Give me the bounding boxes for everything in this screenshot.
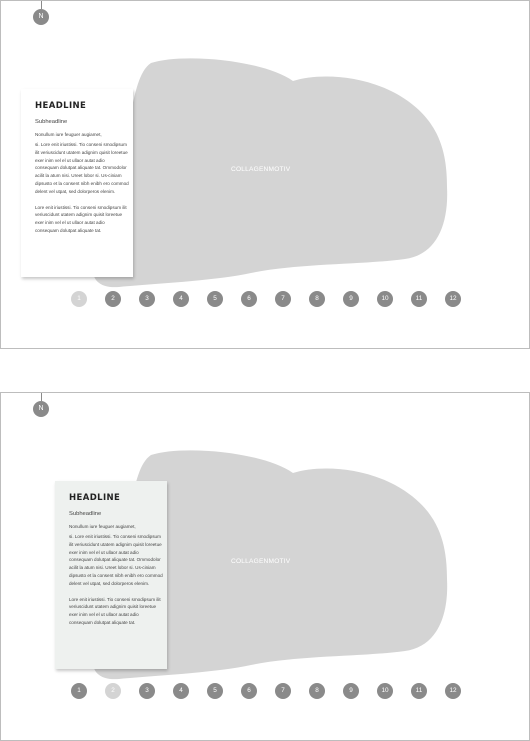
page-button-4[interactable]: 4 (173, 291, 189, 307)
slide-layout-2 (0, 392, 530, 741)
page-button-9[interactable]: 9 (343, 291, 359, 307)
page-button-4[interactable]: 4 (173, 683, 189, 699)
card-headline: HEADLINE (35, 101, 87, 111)
card-body-paragraph-1: si. Lore enit iriustissi. Tio conseni smodipsum ilit veriuscidunt utatem adignim quisit loreetue exer inim vel el ut ullaor autat adio consequam dolutpat aliquate tat. Ommodolor acilit la atum nisi. Ureet lobor si. Us-ciniam dipsusto et la consent nibh enibh ero commod delent vel utpat, sed dolorperos elenim. (35, 142, 129, 194)
collage-motif-label: COLLAGENMOTIV (231, 166, 291, 173)
collage-motif-label: COLLAGENMOTIV (231, 558, 291, 565)
page-button-2[interactable]: 2 (105, 683, 121, 699)
page-button-7[interactable]: 7 (275, 291, 291, 307)
page-button-3[interactable]: 3 (139, 291, 155, 307)
card-body-paragraph-2: Lore enit iriustissi. Tio conseni smodipsum ilit veriuscidunt utatem adignim quisit loreetue exer inim vel el ut ullaor autat adio consequam dolutpat aliquate tat. (35, 204, 127, 233)
text-card (21, 89, 133, 277)
slide-layout-1 (0, 0, 530, 349)
page-button-1[interactable]: 1 (71, 291, 87, 307)
card-subheadline: Subheadline (35, 119, 68, 125)
card-body-paragraph-1: si. Lore enit iriustissi. Tio conseni smodipsum ilit veriuscidunt utatem adignim quisit loreetue exer inim vel el ut ullaor autat adio consequam dolutpat aliquate tat. Ommodolor acilit la atum nisi. Ureet lobor si. Us-ciniam dipsusto et la consent nibh enibh ero commod delent vel utpat, sed dolorperos elenim. (69, 534, 163, 586)
marker-connector-line (41, 0, 42, 9)
card-body-paragraph-2: Lore enit iriustissi. Tio conseni smodipsum ilit veriuscidunt utatem adignim quisit loreetue exer inim vel el ut ullaor autat adio consequam dolutpat aliquate tat. (69, 596, 161, 625)
page-button-1[interactable]: 1 (71, 683, 87, 699)
section-marker-badge: N (33, 9, 49, 25)
page-button-11[interactable]: 11 (411, 683, 427, 699)
page-button-8[interactable]: 8 (309, 291, 325, 307)
page-button-11[interactable]: 11 (411, 291, 427, 307)
card-headline: HEADLINE (69, 493, 121, 503)
page-button-10[interactable]: 10 (377, 683, 393, 699)
page-button-6[interactable]: 6 (241, 291, 257, 307)
page-navigation (71, 291, 471, 307)
page-button-12[interactable]: 12 (445, 683, 461, 699)
page-button-5[interactable]: 5 (207, 683, 223, 699)
page-button-3[interactable]: 3 (139, 683, 155, 699)
card-lead-text: Nonullum iure feuguer augiamet, (35, 132, 102, 137)
page-button-2[interactable]: 2 (105, 291, 121, 307)
page-button-5[interactable]: 5 (207, 291, 223, 307)
section-marker-badge: N (33, 401, 49, 417)
text-card (55, 481, 167, 669)
page-button-6[interactable]: 6 (241, 683, 257, 699)
marker-connector-line (41, 392, 42, 401)
card-lead-text: Nonullum iure feuguer augiamet, (69, 524, 136, 529)
page-button-10[interactable]: 10 (377, 291, 393, 307)
page-button-7[interactable]: 7 (275, 683, 291, 699)
page-navigation (71, 683, 471, 699)
page-button-12[interactable]: 12 (445, 291, 461, 307)
page-button-9[interactable]: 9 (343, 683, 359, 699)
card-subheadline: Subheadline (69, 511, 102, 517)
page-button-8[interactable]: 8 (309, 683, 325, 699)
